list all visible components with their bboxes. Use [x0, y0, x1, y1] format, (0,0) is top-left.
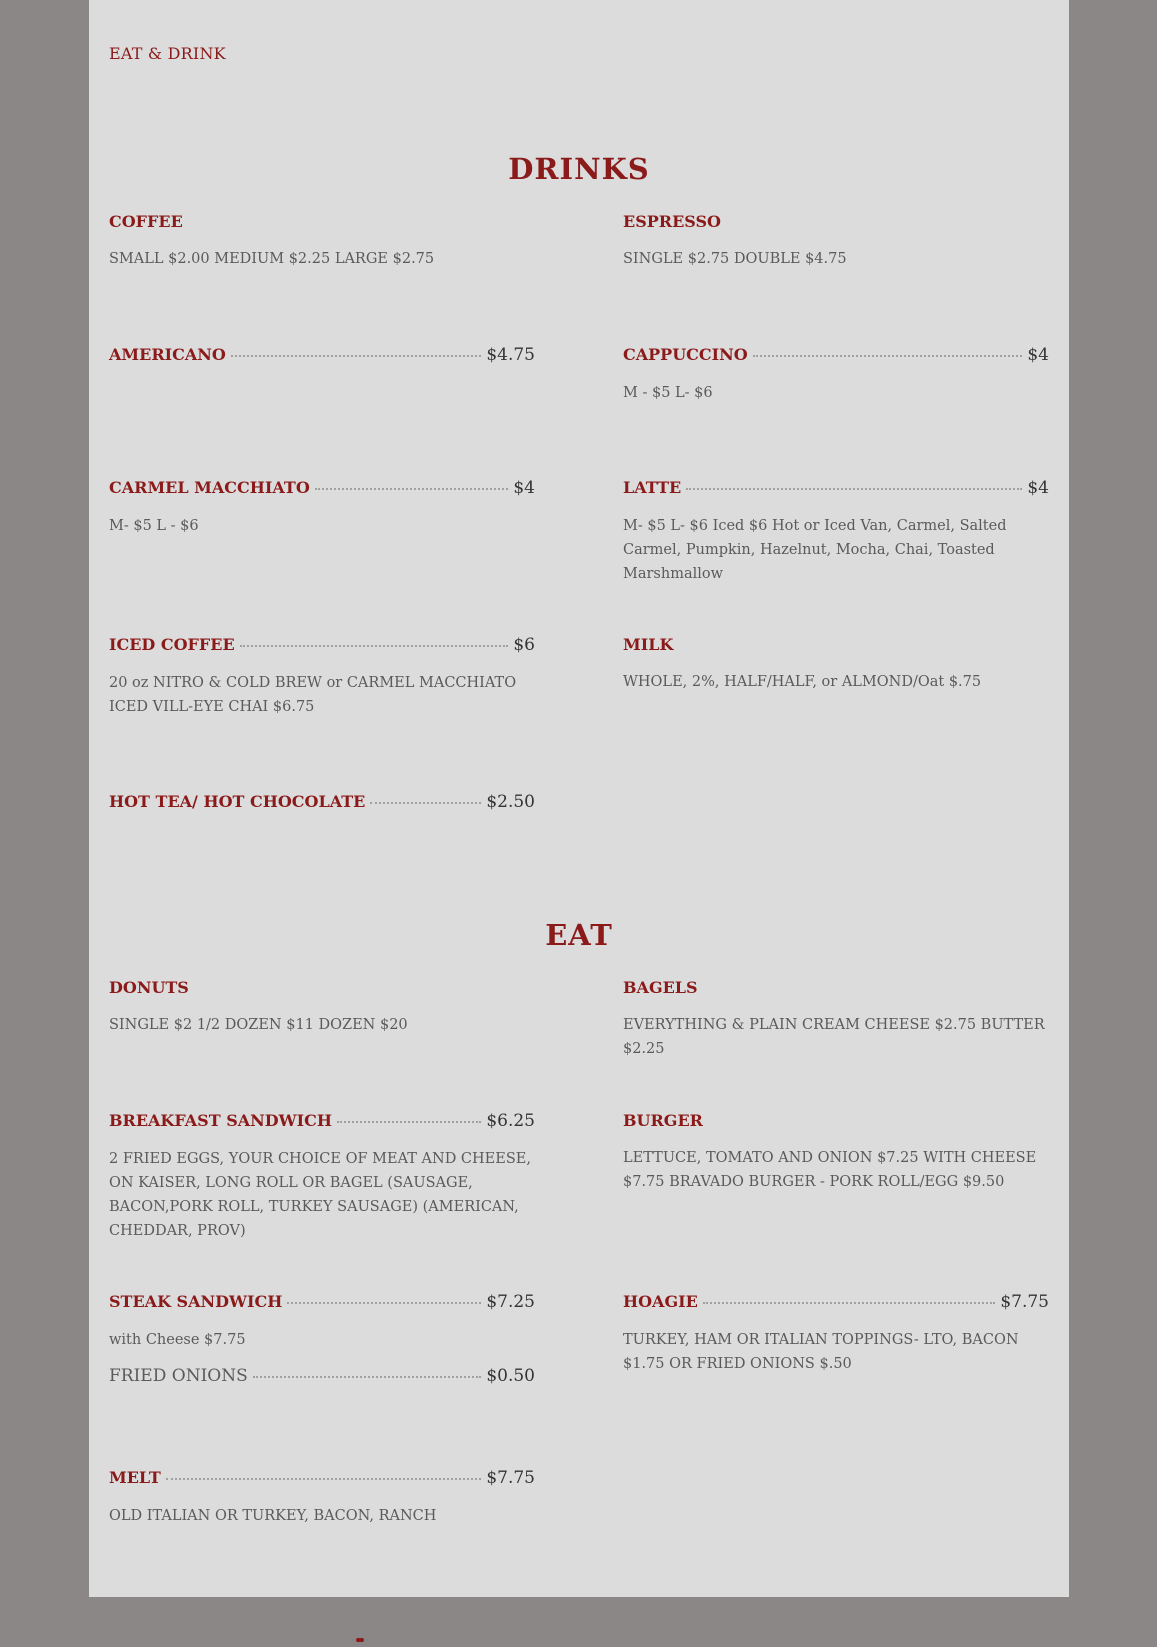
menu-item-steak-sandwich — [109, 1292, 535, 1386]
menu-item-cappuccino — [623, 345, 1049, 405]
item-description: 2 FRIED EGGS, YOUR CHOICE OF MEAT AND CHEESE, ON KAISER, LONG ROLL OR BAGEL (SAUSAGE, BACON,PORK ROLL, TURKEY SAUSAGE) (AMERICAN, CHEDDAR, PROV) — [109, 1151, 531, 1239]
leader-dots — [231, 354, 482, 357]
item-name: CAPPUCCINO — [623, 345, 748, 364]
item-description: TURKEY, HAM OR ITALIAN TOPPINGS- LTO, BACON $1.75 OR FRIED ONIONS $.50 — [623, 1332, 1019, 1372]
item-name: CARMEL MACCHIATO — [109, 478, 310, 497]
item-name: HOAGIE — [623, 1292, 698, 1311]
drinks-section-title: DRINKS — [508, 152, 650, 186]
item-price: $6.25 — [486, 1111, 535, 1131]
item-description: M - $5 L- $6 — [623, 385, 713, 401]
item-description: SMALL $2.00 MEDIUM $2.25 LARGE $2.75 — [109, 251, 435, 267]
menu-item-espresso — [623, 212, 1049, 271]
item-description: OLD ITALIAN OR TURKEY, BACON, RANCH — [109, 1508, 437, 1524]
item-price: $7.25 — [486, 1292, 535, 1312]
breadcrumb-link[interactable]: EAT & DRINK — [109, 44, 226, 63]
leader-dots — [315, 487, 509, 490]
item-name: HOT TEA/ HOT CHOCOLATE — [109, 792, 366, 811]
item-price: $4.75 — [486, 345, 535, 365]
menu-item-coffee — [109, 212, 535, 271]
item-name: BAGELS — [623, 978, 698, 997]
item-description: 20 oz NITRO & COLD BREW or CARMEL MACCHIATO ICED VILL-EYE CHAI $6.75 — [109, 675, 517, 715]
item-description: LETTUCE, TOMATO AND ONION $7.25 WITH CHEESE $7.75 BRAVADO BURGER - PORK ROLL/EGG $9.50 — [623, 1150, 1037, 1190]
item-description: M- $5 L - $6 — [109, 518, 199, 534]
menu-item-breakfast-sandwich — [109, 1111, 535, 1243]
item-name: DONUTS — [109, 978, 189, 997]
item-name: MILK — [623, 635, 674, 654]
item-description: M- $5 L- $6 Iced $6 Hot or Iced Van, Carmel, Salted Carmel, Pumpkin, Hazelnut, Mocha, Chai, Toasted Marshmallow — [623, 518, 1007, 582]
item-price: $4 — [1027, 478, 1049, 498]
leader-dots — [287, 1301, 481, 1304]
item-description: EVERYTHING & PLAIN CREAM CHEESE $2.75 BUTTER $2.25 — [623, 1017, 1045, 1057]
menu-item-hot-tea — [109, 792, 535, 812]
leader-dots — [337, 1120, 481, 1123]
item-description: SINGLE $2 1/2 DOZEN $11 DOZEN $20 — [109, 1017, 408, 1033]
addon-name: FRIED ONIONS — [109, 1366, 248, 1386]
menu-panel — [89, 0, 1069, 1597]
menu-item-donuts — [109, 978, 535, 1037]
menu-item-latte — [623, 478, 1049, 586]
item-name: AMERICANO — [109, 345, 226, 364]
leader-dots — [753, 354, 1023, 357]
item-name: COFFEE — [109, 212, 183, 231]
menu-item-hoagie — [623, 1292, 1049, 1376]
eat-section-title: EAT — [545, 918, 613, 952]
item-price: $7.75 — [486, 1468, 535, 1488]
item-price: $4 — [513, 478, 535, 498]
footer-decoration — [356, 1638, 364, 1642]
item-description: WHOLE, 2%, HALF/HALF, or ALMOND/Oat $.75 — [623, 674, 982, 690]
item-name: ESPRESSO — [623, 212, 721, 231]
menu-item-americano — [109, 345, 535, 365]
item-description: with Cheese $7.75 — [109, 1332, 246, 1348]
item-name: BREAKFAST SANDWICH — [109, 1111, 332, 1130]
menu-item-iced-coffee — [109, 635, 535, 719]
item-name: BURGER — [623, 1111, 703, 1130]
leader-dots — [686, 487, 1022, 490]
addon-price: $0.50 — [486, 1366, 535, 1386]
item-name: LATTE — [623, 478, 682, 497]
menu-item-milk — [623, 635, 1049, 694]
leader-dots — [370, 801, 481, 804]
menu-item-carmel-macchiato — [109, 478, 535, 538]
item-name: MELT — [109, 1468, 161, 1487]
item-price: $2.50 — [486, 792, 535, 812]
menu-item-burger — [623, 1111, 1049, 1194]
addon-row — [109, 1366, 535, 1386]
item-price: $7.75 — [1000, 1292, 1049, 1312]
leader-dots — [166, 1477, 482, 1480]
leader-dots — [703, 1301, 996, 1304]
menu-item-bagels — [623, 978, 1049, 1061]
item-price: $6 — [513, 635, 535, 655]
leader-dots — [253, 1375, 482, 1378]
item-name: ICED COFFEE — [109, 635, 235, 654]
item-description: SINGLE $2.75 DOUBLE $4.75 — [623, 251, 847, 267]
item-name: STEAK SANDWICH — [109, 1292, 283, 1311]
leader-dots — [240, 644, 509, 647]
menu-item-melt — [109, 1468, 535, 1528]
item-price: $4 — [1027, 345, 1049, 365]
